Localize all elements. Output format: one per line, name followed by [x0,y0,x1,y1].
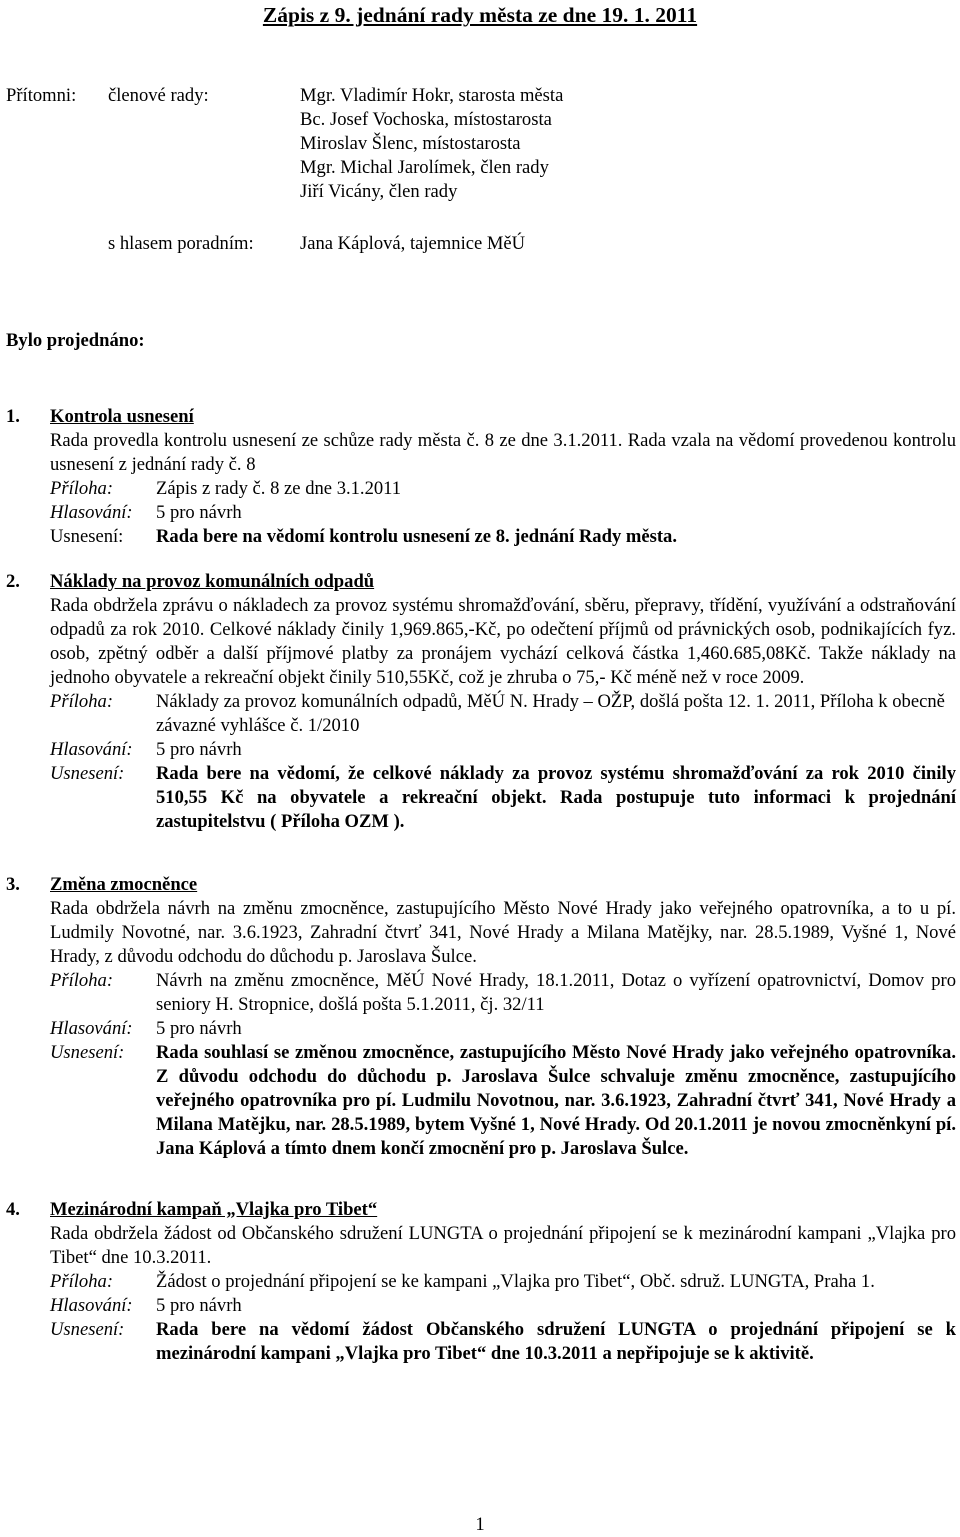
document-title: Zápis z 9. jednání rady města ze dne 19. 1. 2011 [262,3,698,27]
member-name: Mgr. Vladimír Hokr, starosta města [300,85,564,106]
voting-label: Hlasování: [50,739,133,760]
resolution-row [50,525,956,549]
member-name: Miroslav Šlenc, místostarosta [300,133,521,154]
item-title: Změna zmocněnce [50,874,198,895]
member-name: Bc. Josef Vochoska, místostarosta [300,109,552,130]
attachment-label: Příloha: [50,1271,114,1292]
resolution-value: Rada souhlasí se změnou zmocněnce, zastupujícího Město Nové Hrady jako veřejného opatrovníka. Z důvodu odchodu do důchodu p. Jaroslava Šulce schvaluje změnu zmocněnce, zastupujícího veřejného opatrovníka pro pí. Ludmilu Novotnou, nar. 3.6.1923, Zahradní čtvrť 341, Nové Hrady a Milana Matějku, nar. 28.5.1989, bytem Vyšné 1, Nové Hrady. Od 20.1.2011 je novou zmocněnkyní pí. Jana Káplová a tímto dnem končí zmocnění pro p. Jaroslava Šulce. [156,1042,956,1159]
voting-label: Hlasování: [50,1295,133,1316]
item-number: 3. [6,874,20,895]
agenda-item-4 [6,1198,956,1366]
item-title: Kontrola usnesení [50,406,194,427]
member-name: Mgr. Michal Jarolímek, člen rady [300,157,549,178]
attachment-row [50,1270,956,1294]
item-heading [6,570,956,594]
members-label: členové rady: [108,85,209,106]
agenda-item-2 [6,570,956,834]
members-list [300,84,563,204]
advisory-member: Jana Káplová, tajemnice MěÚ [300,233,526,254]
item-text: Rada obdržela zprávu o nákladech za provoz systému shromažďování, sběru, přepravy, třídění, využívání a odstraňování odpadů za rok 2010. Celkové náklady činily 1,969.865,-Kč, po odečtení příjmů od právnických osob, podnikajících fyz. osob, zpětný odběr a další příjmové platby za pronájem vychází celková částka 1,460.685,08Kč. Takže náklady na jednoho obyvatele a rekreační objekt činily 510,55Kč, což je zhruba o 75,- Kč méně než v roce 2009. [50,595,956,688]
item-heading [6,405,956,429]
resolution-label: Usnesení: [50,1319,125,1340]
item-number: 2. [6,571,20,592]
attachment-label: Příloha: [50,478,114,499]
discussed-heading: Bylo projednáno: [6,330,145,351]
attachment-label: Příloha: [50,691,114,712]
voting-label: Hlasování: [50,502,133,523]
resolution-row [50,762,956,834]
resolution-label: Usnesení: [50,763,125,784]
item-text: Rada obdržela návrh na změnu zmocněnce, zastupujícího Město Nové Hrady jako veřejného opatrovníka, a to u pí. Ludmily Novotné, nar. 3.6.1923, Zahradní čtvrť 341, Nové Hrady a Milana Matějky, nar. 28.5.1989, Vyšné 1, Nové Hrady, z důvodu odchodu do důchodu p. Jaroslava Šulce. [50,898,956,967]
attachment-value: Žádost o projednání připojení se ke kampani „Vlajka pro Tibet“, Obč. sdruž. LUNGTA, Praha 1. [156,1271,875,1292]
resolution-row [50,1041,956,1161]
voting-row [50,1017,956,1041]
agenda-item-3 [6,873,956,1161]
voting-value: 5 pro návrh [156,1018,242,1039]
page-number: 1 [475,1514,485,1535]
voting-value: 5 pro návrh [156,502,242,523]
attachment-row [50,690,956,738]
agenda-item-1 [6,405,956,549]
voting-value: 5 pro návrh [156,739,242,760]
resolution-value: Rada bere na vědomí žádost Občanského sdružení LUNGTA o projednání připojení se k mezinárodní kampani „Vlajka pro Tibet“ dne 10.3.2011 a nepřipojuje se k aktivitě. [156,1319,956,1364]
attendance-label: Přítomni: [6,85,77,106]
attachment-row [50,969,956,1017]
resolution-label: Usnesení: [50,1042,125,1063]
item-heading [6,1198,956,1222]
attachment-row [50,477,956,501]
item-number: 4. [6,1199,20,1220]
attachment-value: Náklady za provoz komunálních odpadů, MěÚ N. Hrady – OŽP, došlá pošta 12. 1. 2011, Příloha k obecně závazné vyhlášce č. 1/2010 [156,691,945,736]
resolution-value: Rada bere na vědomí kontrolu usnesení ze 8. jednání Rady města. [156,526,678,547]
resolution-label: Usnesení: [50,526,124,547]
item-title: Náklady na provoz komunálních odpadů [50,571,375,592]
item-heading [6,873,956,897]
advisory-label: s hlasem poradním: [108,233,254,254]
voting-value: 5 pro návrh [156,1295,242,1316]
attachment-label: Příloha: [50,970,114,991]
attachment-value: Zápis z rady č. 8 ze dne 3.1.2011 [156,478,402,499]
resolution-row [50,1318,956,1366]
member-name: Jiří Vicány, člen rady [300,181,458,202]
voting-row [50,738,956,762]
item-text: Rada provedla kontrolu usnesení ze schůze rady města č. 8 ze dne 3.1.2011. Rada vzala na vědomí provedenou kontrolu usnesení z jednání rady č. 8 [50,430,956,475]
item-text: Rada obdržela žádost od Občanského sdružení LUNGTA o projednání připojení se k mezinárodní kampani „Vlajka pro Tibet“ dne 10.3.2011. [50,1223,956,1268]
voting-label: Hlasování: [50,1018,133,1039]
item-title: Mezinárodní kampaň „Vlajka pro Tibet“ [50,1199,378,1220]
voting-row [50,501,956,525]
resolution-value: Rada bere na vědomí, že celkové náklady za provoz systému shromažďování za rok 2010 činily 510,55 Kč na obyvatele a rekreační objekt. Rada postupuje tuto informaci k projednání zastupitelstvu ( Příloha OZM ). [156,763,956,832]
attachment-value: Návrh na změnu zmocněnce, MěÚ Nové Hrady, 18.1.2011, Dotaz o vyřízení opatrovnictví, Domov pro seniory H. Stropnice, došlá pošta 5.1.2011, čj. 32/11 [156,970,956,1015]
voting-row [50,1294,956,1318]
item-number: 1. [6,406,20,427]
